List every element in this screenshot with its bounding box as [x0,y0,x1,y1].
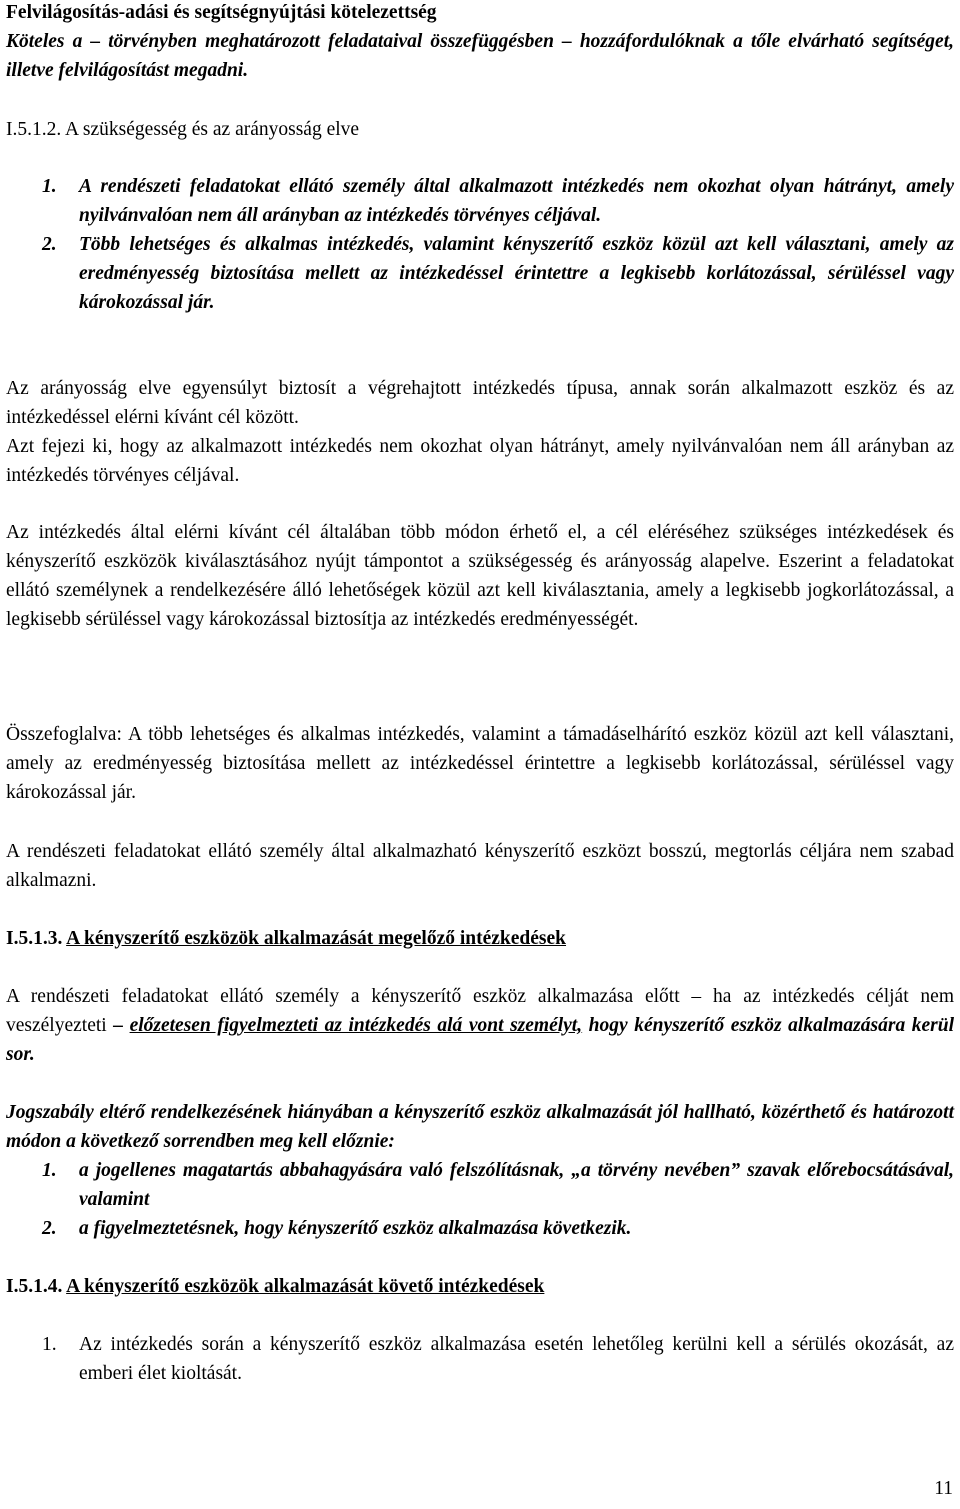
list-item [42,172,954,230]
heading-title: A kényszerítő eszközök alkalmazását követő intézkedések [66,1276,545,1297]
list-item-text: Több lehetséges és alkalmas intézkedés, valamint kényszerítő eszköz közül azt kell választani, amely az eredményesség biztosítása mellett az intézkedéssel érintettre a legkisebb korlátozással, sérüléssel vagy károkozással jár. [79,234,954,313]
intro-section [6,0,954,85]
list-item-number: 2. [42,234,57,255]
paragraph: Az intézkedés által elérni kívánt cél általában több módon érhető el, a cél eléréséhez szükséges intézkedések és kényszerítő eszközök kiválasztásához nyújt támpontot a szükségesség és arányosság alapelve. Eszerint a feladatokat ellátó személynek a rendelkezésére álló lehetőségek közül azt kell kiválasztania, amely a legkisebb jogkorlátozással, a legkisebb sérüléssel vagy károkozással biztosítja az intézkedés eredményességét. [6,522,954,630]
list-item [42,1214,954,1243]
section-1-5-1-2-heading: I.5.1.2. A szükségesség és az arányosság elve [6,119,360,140]
warning-steps-list [42,1156,954,1243]
paragraph: Azt fejezi ki, hogy az alkalmazott intézkedés nem okozhat olyan hátrányt, amely nyilvánvalóan nem áll arányban az intézkedés törvényes céljával. [6,436,954,486]
paragraph-text: A rendészeti feladatokat ellátó személy a kényszerítő eszköz alkalmazása előtt – ha az intézkedés célját nem veszélyezteti [6,986,954,1036]
list-item [42,1156,954,1214]
section-1-5-1-4-heading [6,1272,954,1301]
page-number: 11 [934,1478,953,1499]
paragraph: Összefoglalva: A több lehetséges és alkalmas intézkedés, valamint a támadáselhárító eszköz közül azt kell választani, amely az eredményesség biztosítása mellett az intézkedéssel érintettre a legkisebb korlátozással, sérüléssel vagy károkozással jár. [6,724,954,803]
section-1-5-1-3-heading [6,924,954,953]
intro-text: Köteles a – törvényben meghatározott feladataival összefüggésben – hozzáfordulóknak a tőle elvárható segítséget, illetve felvilágosítást megadni. [6,31,954,81]
list-item-text: a figyelmeztetésnek, hogy kényszerítő eszköz alkalmazása következik. [79,1218,632,1239]
paragraph: A rendészeti feladatokat ellátó személy által alkalmazható kényszerítő eszközt bosszú, megtorlás céljára nem szabad alkalmazni. [6,841,954,891]
principle-list [42,172,954,317]
warning-paragraph [6,982,954,1069]
intro-heading: Felvilágosítás-adási és segítségnyújtási kötelezettség [6,2,437,23]
list-item-text: a jogellenes magatartás abbahagyására való felszólításnak, „a törvény nevében” szavak előrebocsátásával, valamint [79,1160,954,1210]
proportionality-paragraphs [6,374,954,490]
list-item-text: A rendészeti feladatokat ellátó személy által alkalmazott intézkedés nem okozhat olyan hátrányt, amely nyilvánvalóan nem áll arányban az intézkedés törvényes céljával. [79,176,954,226]
list-item-number: 2. [42,1218,57,1239]
list-item-number: 1. [42,1334,57,1355]
list-item-number: 1. [42,176,57,197]
heading-number: I.5.1.3. [6,928,67,949]
paragraph: Az arányosság elve egyensúlyt biztosít a végrehajtott intézkedés típusa, annak során alkalmazott eszköz és az intézkedéssel elérni kívánt cél között. [6,378,954,428]
legal-order-paragraph: Jogszabály eltérő rendelkezésének hiányában a kényszerítő eszköz alkalmazását jól hallható, közérthető és határozott módon a következő sorrendben meg kell előznie: [6,1102,954,1152]
list-item-text: Az intézkedés során a kényszerítő eszköz alkalmazása esetén lehetőleg kerülni kell a sérülés okozását, az emberi élet kioltását. [79,1334,954,1384]
list-item [42,230,954,317]
list-item-number: 1. [42,1160,57,1181]
heading-title: A kényszerítő eszközök alkalmazását megelőző intézkedések [66,928,567,949]
list-item [42,1330,954,1388]
paragraph-emphasis: előzetesen figyelmezteti az intézkedés alá vont személyt, [129,1015,583,1036]
paragraph-dash: – [113,1015,123,1036]
post-measures-list [42,1330,954,1388]
paragraph-emphasis-tail: hogy kényszerítő eszköz alkalmazására kerül sor. [6,1015,955,1065]
heading-number: I.5.1.4. [6,1276,67,1297]
